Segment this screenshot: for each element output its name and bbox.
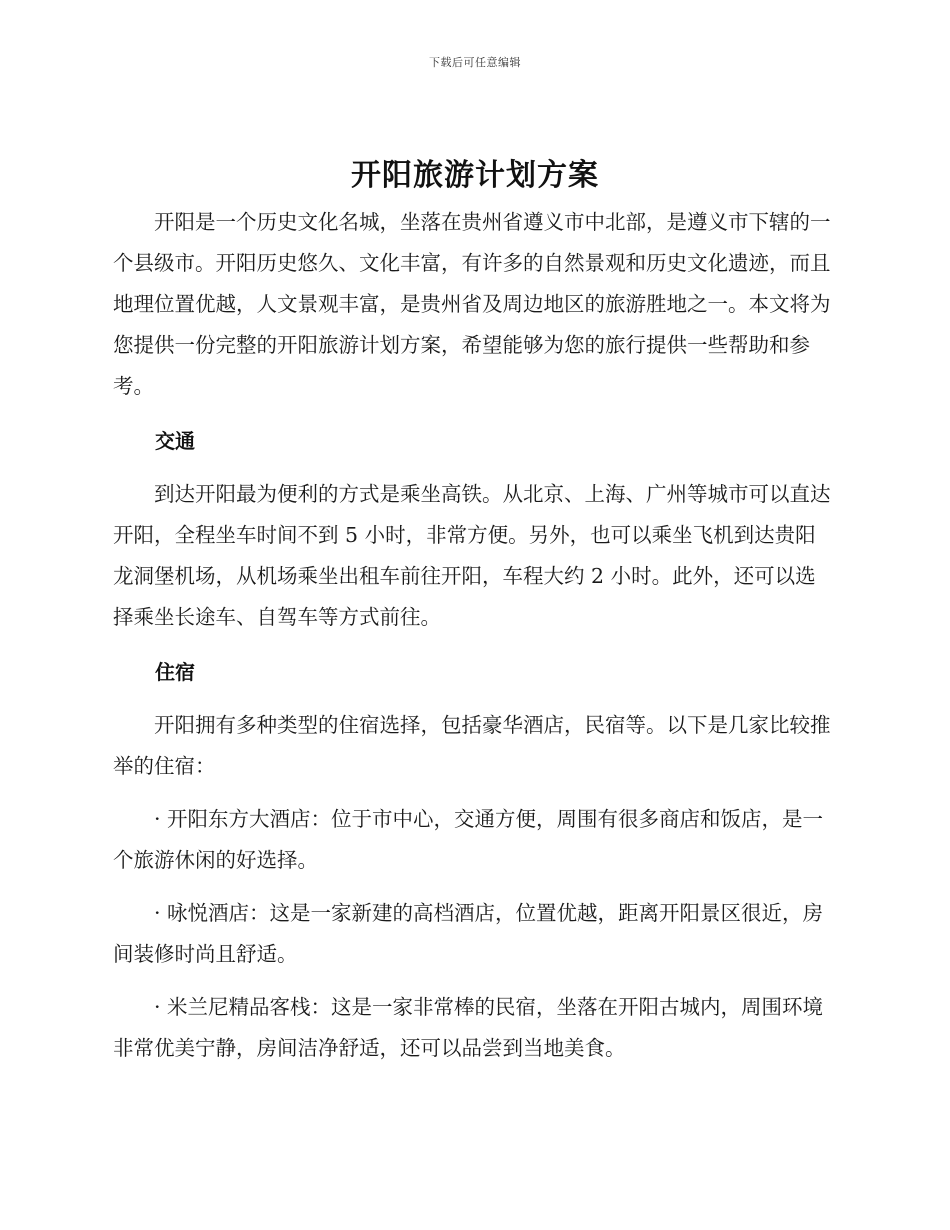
hotel-list-item: · 开阳东方大酒店：位于市中心，交通方便，周围有很多商店和饭店，是一个旅游休闲的好选择。 [113,807,824,872]
document-body [113,202,833,1069]
accommodation-paragraph: 开阳拥有多种类型的住宿选择，包括豪华酒店，民宿等。以下是几家比较推举的住宿： [113,713,831,778]
intro-paragraph: 开阳是一个历史文化名城，坐落在贵州省遵义市中北部，是遵义市下辖的一个县级市。开阳历史悠久、文化丰富，有许多的自然景观和历史文化遗迹，而且地理位置优越，人文景观丰富，是贵州省及周边地区的旅游胜地之一。本文将为您提供一份完整的开阳旅游计划方案，希望能够为您的旅行提供一些帮助和参考。 [113,210,831,398]
hotel-list-item: · 米兰尼精品客栈：这是一家非常棒的民宿，坐落在开阳古城内，周围环境非常优美宁静，房间洁净舒适，还可以品尝到当地美食。 [113,995,824,1060]
document-title: 开阳旅游计划方案 [351,158,599,193]
header-note: 下载后可任意编辑 [429,56,521,69]
hotel-list-item: · 咏悦酒店：这是一家新建的高档酒店，位置优越，距离开阳景区很近，房间装修时尚且舒适。 [113,901,824,966]
section-heading-transport: 交通 [155,429,195,453]
section-heading-accommodation: 住宿 [155,660,195,684]
transport-paragraph: 到达开阳最为便利的方式是乘坐高铁。从北京、上海、广州等城市可以直达开阳，全程坐车时间不到 5 小时，非常方便。另外，也可以乘坐飞机到达贵阳龙洞堡机场，从机场乘坐出租车前往开阳，车程大约 2 小时。此外，还可以选择乘坐长途车、自驾车等方式前往。 [113,482,831,629]
